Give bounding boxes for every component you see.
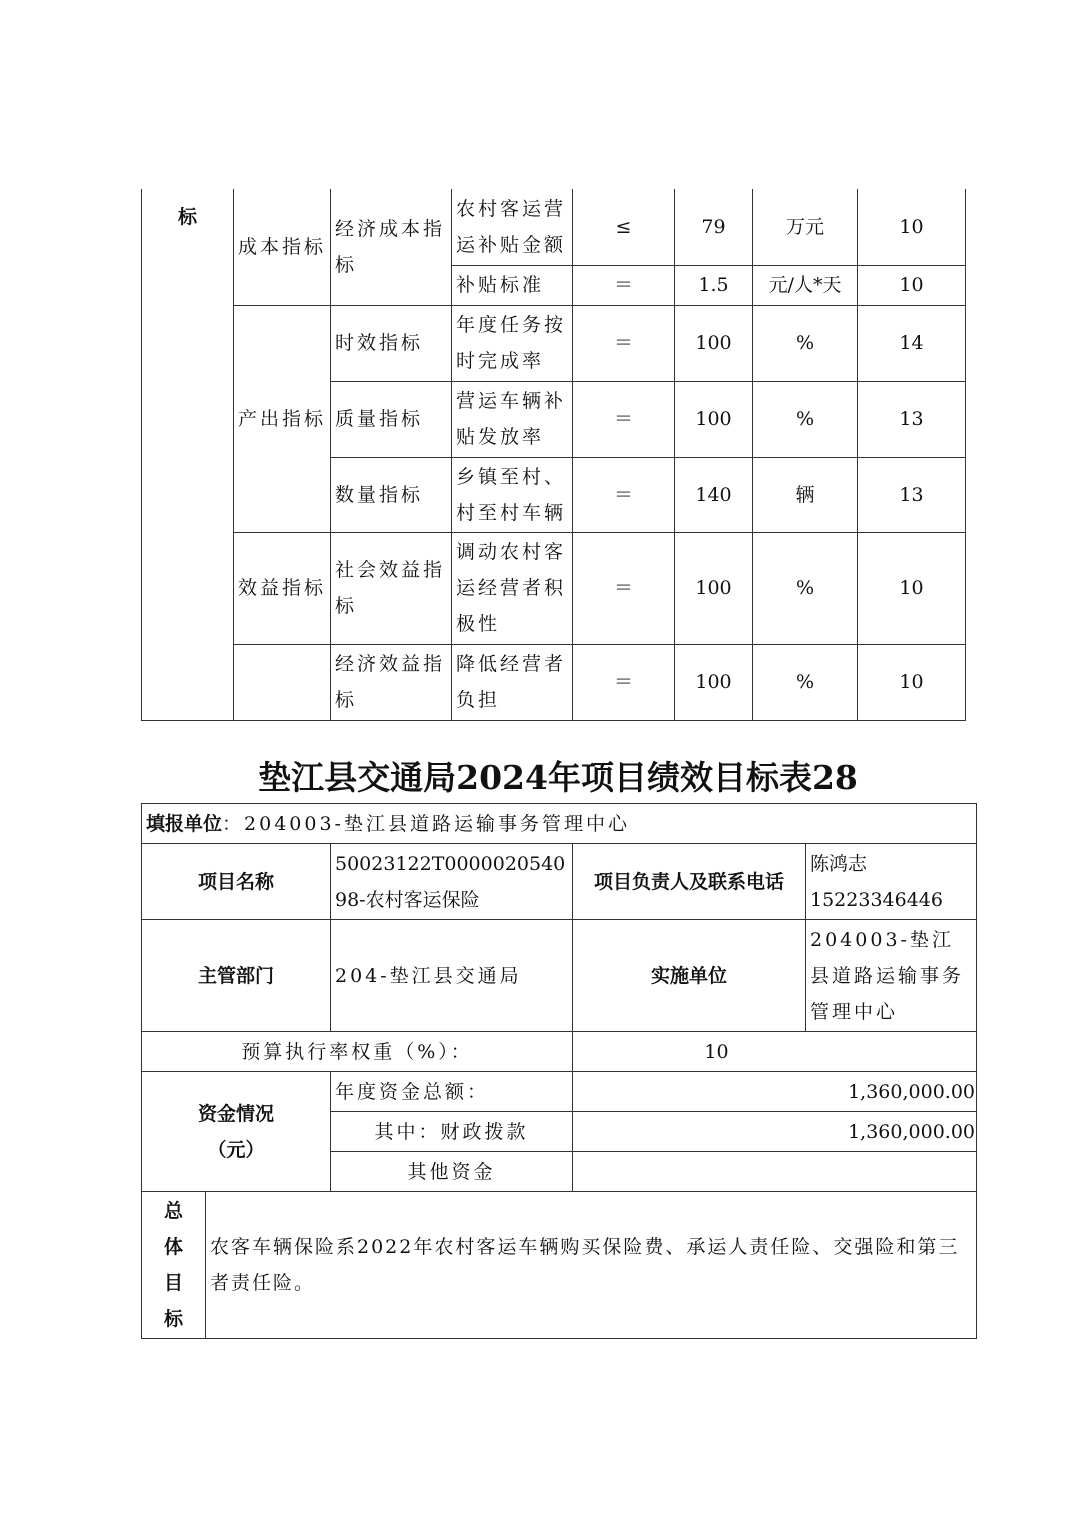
dept-value: 204-垫江县交通局 bbox=[331, 920, 573, 1032]
level2-cell: 经济成本指标 bbox=[331, 189, 452, 305]
leader-cell bbox=[806, 844, 977, 920]
operator-cell: ＝ bbox=[573, 265, 675, 305]
funds-label bbox=[142, 1072, 331, 1192]
level2-cell: 质量指标 bbox=[331, 381, 452, 457]
weight-cell: 10 bbox=[858, 189, 966, 265]
level1-cell: 产出指标 bbox=[234, 305, 331, 532]
unit-cell: 万元 bbox=[753, 189, 858, 265]
level2-cell: 社会效益指标 bbox=[331, 532, 452, 644]
filing-unit-row bbox=[142, 804, 977, 844]
annual-total-value: 1,360,000.00 bbox=[573, 1072, 977, 1112]
filing-unit-value: ：204003-垫江县道路运输事务管理中心 bbox=[222, 812, 630, 835]
weight-cell: 10 bbox=[858, 265, 966, 305]
value-cell: 140 bbox=[675, 457, 753, 532]
budget-weight-value: 10 bbox=[573, 1032, 977, 1072]
weight-cell: 10 bbox=[858, 644, 966, 720]
unit-cell: % bbox=[753, 532, 858, 644]
project-info-table bbox=[141, 803, 977, 1339]
value-cell: 1.5 bbox=[675, 265, 753, 305]
level2-cell: 时效指标 bbox=[331, 305, 452, 381]
value-cell: 100 bbox=[675, 644, 753, 720]
budget-weight-label: 预算执行率权重（%）： bbox=[142, 1032, 573, 1072]
performance-indicator-table bbox=[141, 189, 966, 721]
weight-cell: 13 bbox=[858, 457, 966, 532]
goal-label-char: 目 bbox=[163, 1272, 183, 1294]
other-funds-label: 其他资金 bbox=[331, 1152, 573, 1192]
unit-cell: % bbox=[753, 305, 858, 381]
leader-name: 陈鸿志 bbox=[810, 852, 868, 875]
leader-phone: 15223346446 bbox=[810, 888, 943, 911]
weight-cell: 13 bbox=[858, 381, 966, 457]
fiscal-value: 1,360,000.00 bbox=[573, 1112, 977, 1152]
level3-cell: 乡镇至村、村至村车辆 bbox=[452, 457, 573, 532]
level1-cell: 效益指标 bbox=[234, 532, 331, 644]
operator-cell: ＝ bbox=[573, 305, 675, 381]
value-cell: 100 bbox=[675, 381, 753, 457]
level2-cell: 经济效益指标 bbox=[331, 644, 452, 720]
weight-cell: 10 bbox=[858, 532, 966, 644]
goal-label-char: 体 bbox=[163, 1236, 183, 1258]
category-cell: 标 bbox=[142, 189, 234, 720]
funds-label-line1: 资金情况 bbox=[197, 1102, 274, 1125]
overall-goal-text: 农客车辆保险系2022年农村客运车辆购买保险费、承运人责任险、交强险和第三者责任险。 bbox=[206, 1192, 977, 1339]
dept-label: 主管部门 bbox=[142, 920, 331, 1032]
project-name-value: 50023122T000002054098-农村客运保险 bbox=[331, 844, 573, 920]
level3-cell: 营运车辆补贴发放率 bbox=[452, 381, 573, 457]
value-cell: 100 bbox=[675, 305, 753, 381]
goal-label-char: 标 bbox=[163, 1308, 183, 1330]
value-cell: 100 bbox=[675, 532, 753, 644]
page-title: 垫江县交通局2024年项目绩效目标表28 bbox=[258, 758, 858, 797]
annual-total-label: 年度资金总额： bbox=[331, 1072, 573, 1112]
operator-cell: ＝ bbox=[573, 644, 675, 720]
goal-label-char: 总 bbox=[163, 1200, 183, 1222]
other-funds-value bbox=[573, 1152, 977, 1192]
level3-cell: 年度任务按时完成率 bbox=[452, 305, 573, 381]
operator-cell: ＝ bbox=[573, 381, 675, 457]
level1-empty-cell bbox=[234, 644, 331, 720]
impl-label: 实施单位 bbox=[573, 920, 806, 1032]
unit-cell: 元/人*天 bbox=[753, 265, 858, 305]
value-cell: 79 bbox=[675, 189, 753, 265]
unit-cell: % bbox=[753, 381, 858, 457]
unit-cell: 辆 bbox=[753, 457, 858, 532]
unit-cell: % bbox=[753, 644, 858, 720]
weight-cell: 14 bbox=[858, 305, 966, 381]
operator-cell: ＝ bbox=[573, 532, 675, 644]
level1-cell: 成本指标 bbox=[234, 189, 331, 305]
operator-cell: ＝ bbox=[573, 457, 675, 532]
funds-label-line2: （元） bbox=[207, 1138, 265, 1161]
project-name-label: 项目名称 bbox=[142, 844, 331, 920]
fiscal-label: 其中：财政拨款 bbox=[331, 1112, 573, 1152]
filing-unit-label: 填报单位 bbox=[146, 812, 223, 835]
leader-label: 项目负责人及联系电话 bbox=[573, 844, 806, 920]
overall-goal-label bbox=[142, 1192, 206, 1339]
level2-cell: 数量指标 bbox=[331, 457, 452, 532]
level3-cell: 农村客运营运补贴金额 bbox=[452, 189, 573, 265]
level3-cell: 降低经营者负担 bbox=[452, 644, 573, 720]
impl-value: 204003-垫江县道路运输事务管理中心 bbox=[806, 920, 977, 1032]
operator-cell: ≤ bbox=[573, 189, 675, 265]
level3-cell: 补贴标准 bbox=[452, 265, 573, 305]
level3-cell: 调动农村客运经营者积极性 bbox=[452, 532, 573, 644]
